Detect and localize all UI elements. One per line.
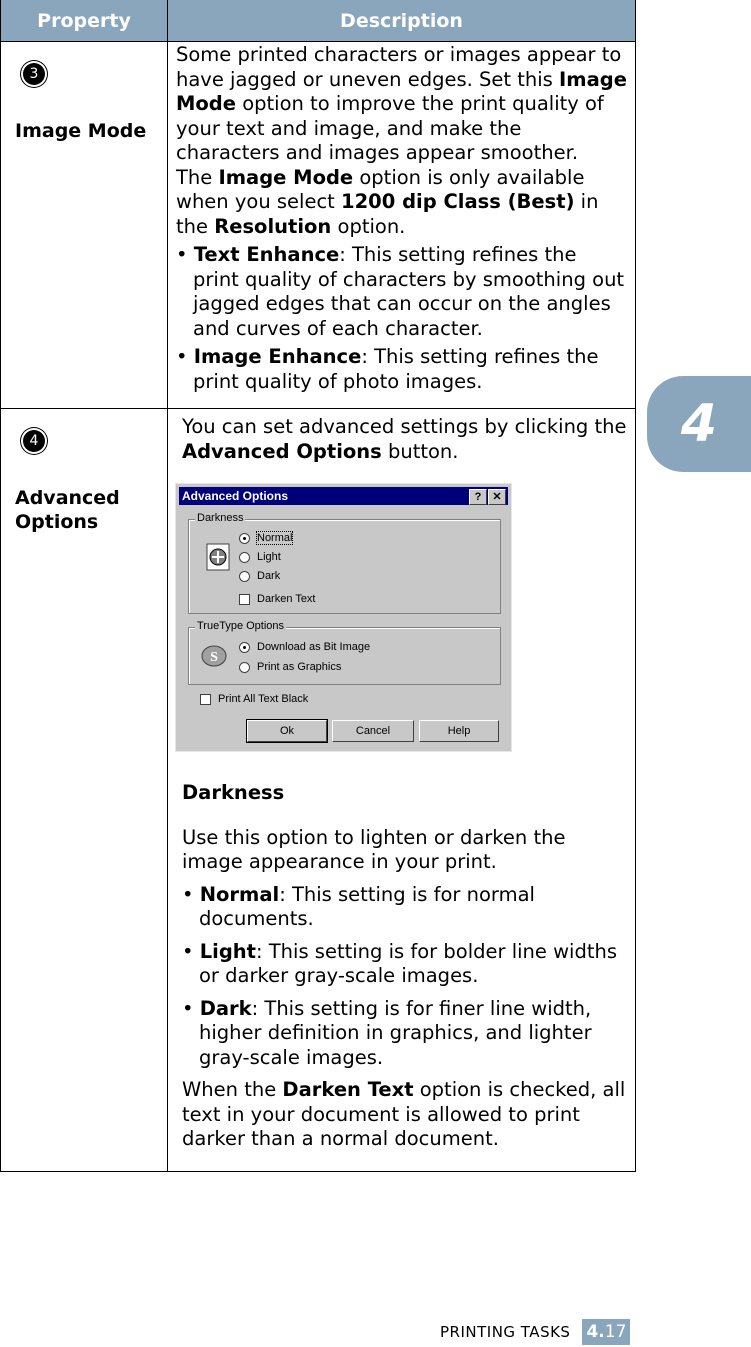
darken-text-box[interactable] [239, 594, 250, 605]
darken-text-checkbox[interactable]: Darken Text [239, 593, 316, 605]
radio-dark-dot[interactable] [239, 571, 250, 582]
darkness-group [188, 512, 501, 614]
close-button[interactable]: ✕ [488, 489, 506, 505]
table-row [1, 42, 636, 409]
badge-4: 4 [23, 430, 45, 452]
radio-download-dot[interactable] [239, 642, 250, 653]
radio-normal-dot[interactable] [239, 533, 250, 544]
print-all-black-checkbox[interactable]: Print All Text Black [200, 693, 308, 705]
dialog-title: Advanced Options [182, 489, 289, 503]
list-item: • Dark: This setting is for finer line width, higher definition in graphics, and lighter gray-scale images. [182, 996, 592, 1069]
list-item: • Text Enhance: This setting refines the print quality of characters by smoothing out jagged edges that can occur on the angles and curves of each character. [176, 243, 625, 340]
radio-light[interactable]: Light [239, 551, 281, 563]
image-mode-para: Some printed characters or images appear to have jagged or uneven edges. Set this Image Mode option to improve the print quality of your text and image, and make the characters and images appear smoother. [176, 43, 627, 164]
cancel-button[interactable]: Cancel [332, 720, 414, 742]
radio-download-bit-image[interactable]: Download as Bit Image [239, 641, 370, 653]
truetype-group-label: TrueType Options [197, 620, 285, 632]
ok-button[interactable]: Ok [247, 720, 327, 742]
radio-graphics-dot[interactable] [239, 662, 250, 673]
description-cell [168, 42, 636, 409]
advanced-intro: You can set advanced settings by clicking the Advanced Options button. [182, 415, 627, 463]
chapter-tab: 4 [647, 376, 751, 472]
radio-normal[interactable]: Normal [239, 532, 292, 544]
badge-3: 3 [23, 63, 45, 85]
header-property: Property [1, 0, 168, 42]
header-description: Description [168, 0, 636, 42]
svg-text:S: S [210, 650, 218, 665]
help-button[interactable]: Help [419, 720, 499, 742]
property-cell [1, 409, 168, 1172]
dialog-titlebar [179, 487, 508, 505]
darkness-intro: Use this option to lighten or darken the image appearance in your print. [182, 825, 566, 873]
page-footer [440, 1319, 630, 1345]
list-item: • Normal: This setting is for normal documents. [182, 882, 535, 930]
property-name: Advanced Options [15, 487, 120, 533]
section-title: PRINTING TASKS [440, 1323, 571, 1341]
darken-text-note: When the Darken Text option is checked, all text in your document is allowed to print darker than a normal document. [182, 1078, 626, 1150]
radio-dark[interactable]: Dark [239, 570, 280, 582]
darkness-group-label: Darkness [197, 512, 244, 524]
help-title-button[interactable]: ? [469, 489, 487, 505]
truetype-group [188, 620, 501, 685]
truetype-font-icon [199, 640, 229, 670]
list-item: • Light: This setting is for bolder line widths or darker gray-scale images. [182, 939, 618, 987]
document-darkness-icon [203, 542, 233, 572]
radio-print-as-graphics[interactable]: Print as Graphics [239, 661, 341, 673]
property-name: Image Mode [15, 120, 147, 142]
print-all-black-box[interactable] [200, 694, 211, 705]
advanced-options-dialog [175, 483, 512, 752]
page-number: 4.17 [582, 1319, 630, 1345]
property-cell [1, 42, 168, 409]
radio-light-dot[interactable] [239, 552, 250, 563]
image-mode-note: The Image Mode option is only available when you select 1200 dip Class (Best) in the Resolution option. [176, 165, 599, 238]
list-item: • Image Enhance: This setting refines the print quality of photo images. [176, 345, 599, 393]
darkness-heading: Darkness [182, 781, 285, 804]
